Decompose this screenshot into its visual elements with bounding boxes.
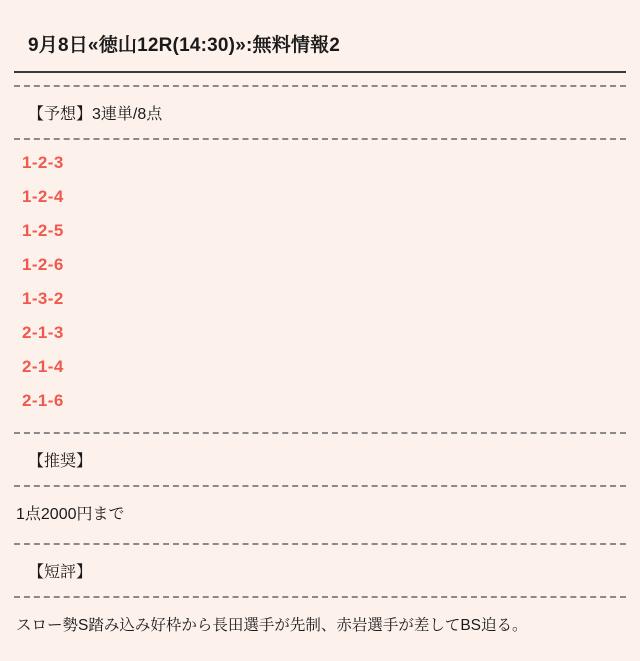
page-title: 9月8日«徳山12R(14:30)»:無料情報2 <box>28 35 341 56</box>
comment-label: 【短評】 <box>28 564 93 581</box>
list-item: 1-2-3 <box>22 153 64 172</box>
comment-text: スロー勢S踏み込み好枠から長田選手が先制、赤岩選手が差してBS迫る。 <box>16 617 528 634</box>
prediction-label: 【予想】3連単/8点 <box>28 106 163 123</box>
list-item: 1-2-4 <box>22 187 64 206</box>
recommendation-label: 【推奨】 <box>28 453 93 470</box>
pick-list <box>14 140 626 432</box>
recommendation-text: 1点2000円まで <box>16 506 125 523</box>
list-item: 1-3-2 <box>22 289 64 308</box>
spacer-after-title-rule <box>14 73 626 85</box>
list-item: 1-2-5 <box>22 221 64 240</box>
list-item: 2-1-6 <box>22 391 64 410</box>
list-item: 2-1-4 <box>22 357 64 376</box>
list-item: 1-2-6 <box>22 255 64 274</box>
list-item: 2-1-3 <box>22 323 64 342</box>
